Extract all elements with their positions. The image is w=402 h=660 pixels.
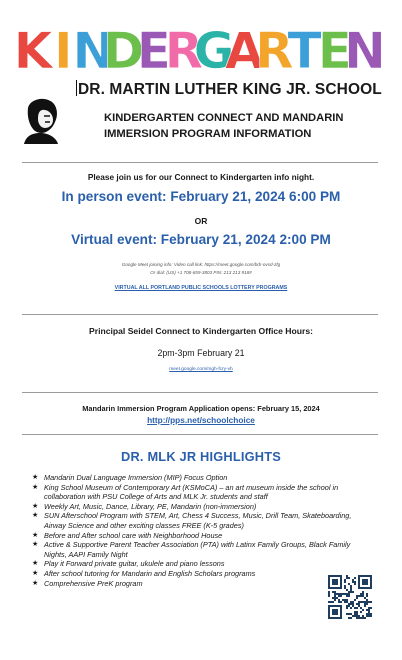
highlight-text: Before and After school care with Neighborhood House xyxy=(44,530,223,540)
highlight-item xyxy=(32,531,372,541)
kindergarten-banner xyxy=(13,16,386,80)
star-bullet-icon: ★ xyxy=(32,569,39,577)
highlight-text: Play it Forward private guitar, ukulele and piano lessons xyxy=(44,559,225,569)
subhead-line-2: IMMERSION PROGRAM INFORMATION xyxy=(104,128,312,140)
invite-text: Please join us for our Connect to Kindergarten info night. xyxy=(87,172,315,182)
banner-letter: T xyxy=(287,22,322,80)
star-bullet-icon: ★ xyxy=(32,579,39,587)
or-separator: OR xyxy=(194,216,208,226)
highlight-text: Mandarin Dual Language Immersion (MIP) Focus Option xyxy=(44,473,228,482)
highlight-item xyxy=(32,540,372,559)
highlight-text: Comprehensive PreK program xyxy=(44,578,143,588)
text-cursor xyxy=(76,80,77,96)
office-hours-time: 2pm-3pm February 21 xyxy=(157,348,245,358)
star-bullet-icon: ★ xyxy=(32,512,39,520)
lottery-programs-link[interactable]: VIRTUAL ALL PORTLAND PUBLIC SCHOOLS LOTTERY PROGRAMS xyxy=(114,285,288,291)
meet-dial-info: Or dial: (US) +1 708-659-3803 PIN: 213 213 918# xyxy=(150,270,252,275)
divider xyxy=(22,162,378,163)
star-bullet-icon: ★ xyxy=(32,474,39,481)
subhead-line-1: KINDERGARTEN CONNECT AND MANDARIN xyxy=(104,112,344,124)
banner-letter: G xyxy=(193,22,235,80)
star-bullet-icon: ★ xyxy=(32,531,39,539)
mlk-portrait-icon xyxy=(20,96,62,144)
highlights-list xyxy=(32,473,372,588)
highlight-item xyxy=(32,559,372,569)
highlight-text: SUN Afterschool Program with STEM, Art, Chess 4 Success, Music, Drill Team, Skateboarding, Airway Science and other exciting classes FREE (K-5 grades) xyxy=(44,511,352,530)
banner-letter: R xyxy=(255,22,294,80)
divider xyxy=(22,434,378,435)
banner-letter: A xyxy=(224,22,264,80)
banner-letter: I xyxy=(53,22,73,80)
divider xyxy=(22,392,378,393)
highlight-text: Active & Supportive Parent Teacher Association (PTA) with Latinx Family Groups, Black Family Nights, AAPI Family Night xyxy=(44,540,351,559)
banner-letter: N xyxy=(343,22,386,80)
highlight-item xyxy=(32,569,372,579)
highlight-item xyxy=(32,511,372,530)
banner-letter: N xyxy=(72,22,115,80)
highlights-title: DR. MLK JR HIGHLIGHTS xyxy=(121,449,281,464)
banner-letter: E xyxy=(136,22,171,80)
star-bullet-icon: ★ xyxy=(32,502,39,510)
qr-code-icon[interactable] xyxy=(328,575,372,619)
highlight-item xyxy=(32,473,372,483)
highlight-text: After school tutoring for Mandarin and English Scholars programs xyxy=(44,568,256,578)
school-name-text: DR. MARTIN LUTHER KING JR. SCHOOL xyxy=(78,81,382,98)
banner-letters xyxy=(14,22,386,80)
star-bullet-icon: ★ xyxy=(32,560,39,568)
program-subheading xyxy=(104,110,394,142)
office-hours-title: Principal Seidel Connect to Kindergarten Office Hours: xyxy=(89,326,313,336)
school-name xyxy=(76,80,386,99)
in-person-event: In person event: February 21, 2024 6:00 PM xyxy=(61,189,341,204)
divider xyxy=(22,314,378,315)
banner-letter: D xyxy=(102,22,145,80)
highlight-text: Weekly Art, Music, Dance, Library, PE, Mandarin (non-immersion) xyxy=(44,501,257,511)
star-bullet-icon: ★ xyxy=(32,483,39,491)
application-open-text: Mandarin Immersion Program Application opens: February 15, 2024 xyxy=(82,404,320,413)
virtual-event: Virtual event: February 21, 2024 2:00 PM xyxy=(71,232,331,247)
banner-letter: E xyxy=(317,22,352,80)
school-choice-link[interactable]: http://pps.net/schoolchoice xyxy=(147,415,255,425)
meet-joining-info: Google Meet joining info: Video call link: https://meet.google.com/bdr-ovsd-zfg xyxy=(121,262,281,267)
highlight-item xyxy=(32,483,372,502)
highlight-text: King School Museum of Contemporary Art (KSMoCA) – an art museum inside the school in collaboration with PSU College of Arts and MLK Jr. students and staff xyxy=(44,482,339,502)
banner-letter: K xyxy=(13,22,53,80)
highlight-item xyxy=(32,579,372,589)
banner-letter: R xyxy=(164,22,204,80)
office-hours-meet-link[interactable]: meet.google.com/mgh-fcry-vh xyxy=(169,367,233,372)
star-bullet-icon: ★ xyxy=(32,541,39,549)
highlight-item xyxy=(32,502,372,512)
